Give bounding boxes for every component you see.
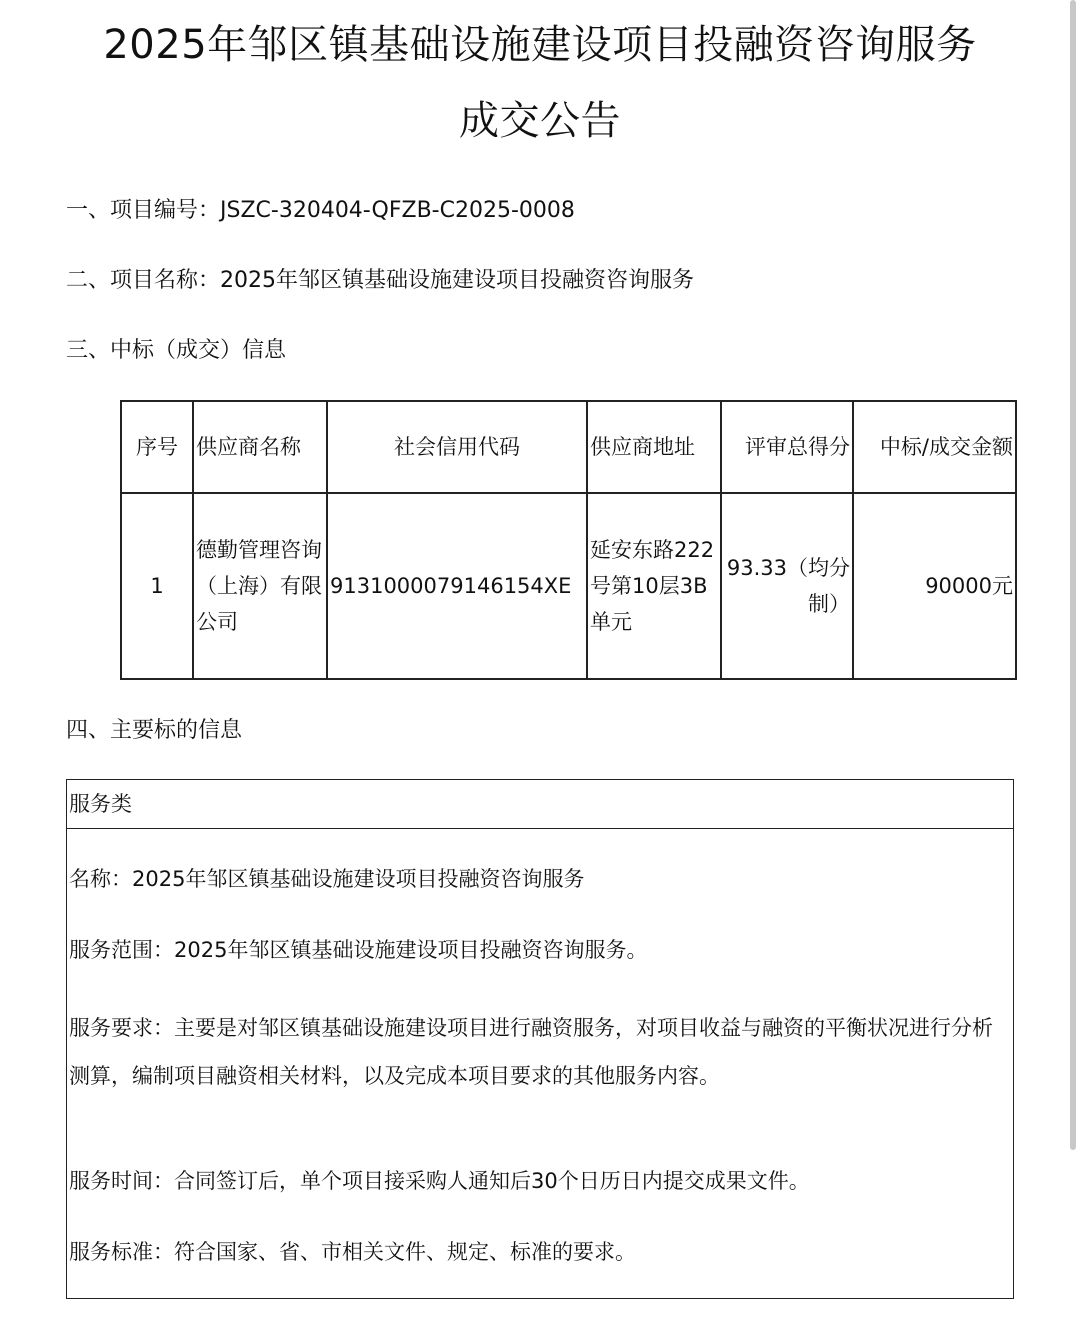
table-row (121, 493, 1016, 679)
project-name: 二、项目名称：2025年邹区镇基础设施建设项目投融资咨询服务 (66, 268, 694, 293)
subject-info-heading: 四、主要标的信息 (66, 718, 243, 743)
service-scope: 服务范围：2025年邹区镇基础设施建设项目投融资咨询服务。 (69, 938, 648, 962)
service-standard: 服务标准：符合国家、省、市相关文件、规定、标准的要求。 (69, 1240, 636, 1264)
header-address: 供应商地址 (587, 401, 721, 493)
table-header-row (121, 401, 1016, 493)
header-credit-code: 社会信用代码 (327, 401, 587, 493)
award-info-heading: 三、中标（成交）信息 (66, 338, 287, 363)
header-score: 评审总得分 (721, 401, 853, 493)
cell-supplier: 德勤管理咨询（上海）有限公司 (193, 493, 327, 679)
service-time: 服务时间：合同签订后，单个项目接采购人通知后30个日历日内提交成果文件。 (69, 1169, 810, 1193)
page-subtitle: 成交公告 (459, 98, 621, 144)
header-amount: 中标/成交金额 (853, 401, 1016, 493)
project-number: 一、项目编号：JSZC-320404-QFZB-C2025-0008 (66, 198, 575, 223)
cell-score: 93.33（均分制） (721, 493, 853, 679)
cell-amount: 90000元 (853, 493, 1016, 679)
header-no: 序号 (121, 401, 193, 493)
page-title: 2025年邹区镇基础设施建设项目投融资咨询服务 (103, 22, 977, 68)
scrollbar[interactable] (1070, 0, 1076, 1150)
award-table (120, 400, 1017, 680)
service-category: 服务类 (67, 780, 1013, 829)
cell-no: 1 (121, 493, 193, 679)
service-name: 名称：2025年邹区镇基础设施建设项目投融资咨询服务 (69, 867, 585, 891)
cell-credit-code: 9131000079146154XE (327, 493, 587, 679)
service-requirement: 服务要求：主要是对邹区镇基础设施建设项目进行融资服务，对项目收益与融资的平衡状况进行分析测算，编制项目融资相关材料，以及完成本项目要求的其他服务内容。 (69, 1016, 993, 1088)
header-supplier: 供应商名称 (193, 401, 327, 493)
service-info-box (66, 779, 1014, 1299)
cell-address: 延安东路222号第10层3B单元 (587, 493, 721, 679)
